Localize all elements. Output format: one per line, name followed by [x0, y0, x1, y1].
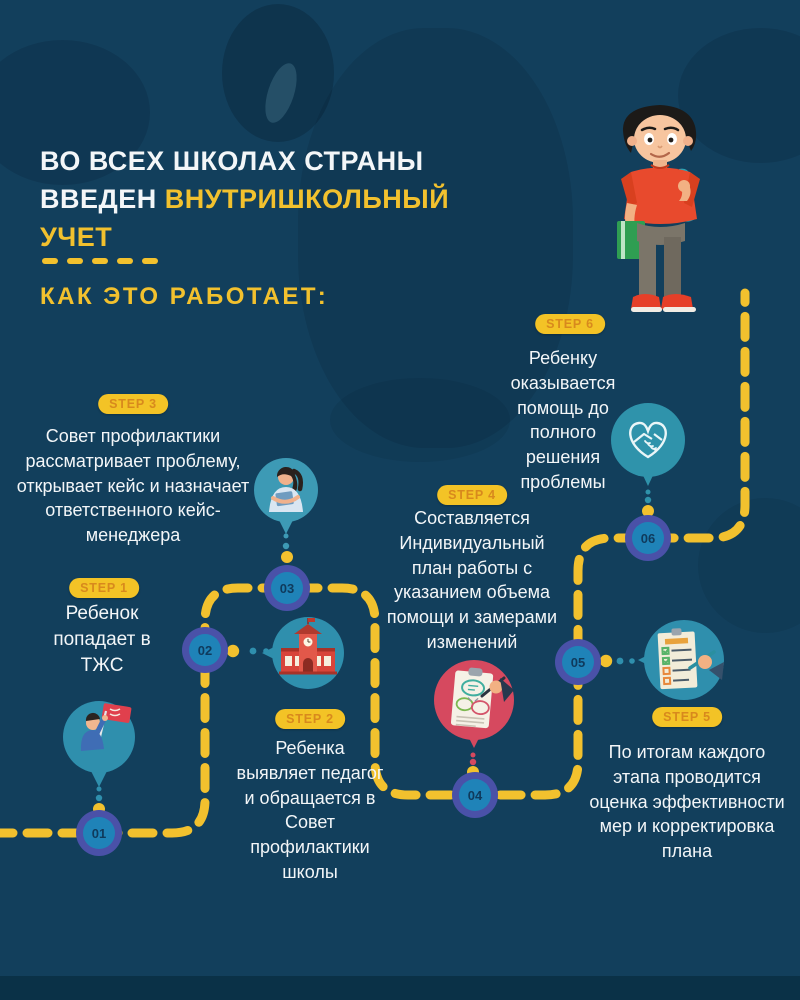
step1-text: Ребенок попадает в ТЖС: [53, 603, 151, 677]
svg-text:01: 01: [91, 826, 107, 841]
step6-badge: STEP 6: [535, 314, 605, 334]
route-node-02: [182, 627, 228, 673]
step3-text: Совет профилактики рассматривает проблему, открывает кейс и назначает ответственного кейс-менеджера: [16, 426, 250, 546]
dashed-divider: [42, 258, 158, 264]
title-line-1: ВО ВСЕХ ШКОЛАХ СТРАНЫ: [40, 146, 424, 176]
route-node-04: [452, 772, 498, 818]
step2-badge: STEP 2: [275, 709, 345, 729]
step3-badge: STEP 3: [98, 394, 168, 414]
page-title: [40, 142, 500, 256]
individual-plan-clipboard-icon: [434, 660, 514, 748]
route-node-06: [625, 515, 671, 561]
svg-text:03: 03: [279, 581, 295, 596]
svg-text:06: 06: [640, 531, 656, 546]
route-node-03: [264, 565, 310, 611]
step5-badge: STEP 5: [652, 707, 722, 727]
step1-badge: STEP 1: [69, 578, 139, 598]
step5-trail-dots: [600, 655, 635, 667]
title-line-2: ВВЕДЕН ВНУТРИШКОЛЬНЫЙ: [40, 184, 450, 214]
school-building-icon: [262, 617, 344, 689]
step4-badge: STEP 4: [437, 485, 507, 505]
step6-text: Ребенку оказывается помощь до полного решения проблемы: [510, 348, 616, 493]
svg-text:02: 02: [197, 643, 213, 658]
step2-trail-dots: [227, 645, 269, 657]
student-boy-illustration: [593, 99, 729, 325]
svg-text:05: 05: [570, 655, 586, 670]
case-manager-woman-icon: [254, 458, 318, 534]
step2-text: Ребенка выявляет педагог и обращается в Совет профилактики школы: [236, 738, 384, 883]
bottom-bar: [0, 976, 800, 1000]
evaluation-checklist-icon: [638, 620, 724, 700]
step4-text: Составляется Индивидуальный план работы с указанием объема помощи и замерами изменений: [386, 508, 558, 653]
child-raising-help-flag-icon: [63, 701, 135, 787]
step3-trail-dots: [281, 534, 293, 564]
subtitle: КАК ЭТО РАБОТАЕТ:: [40, 283, 329, 310]
title-line-3: УЧЕТ: [40, 222, 113, 252]
step6-trail-dots: [642, 490, 654, 518]
step5-text: По итогам каждого этапа проводится оценка эффективности мер и корректировка плана: [589, 742, 785, 862]
svg-text:04: 04: [467, 788, 483, 803]
route-node-01: [76, 810, 122, 856]
